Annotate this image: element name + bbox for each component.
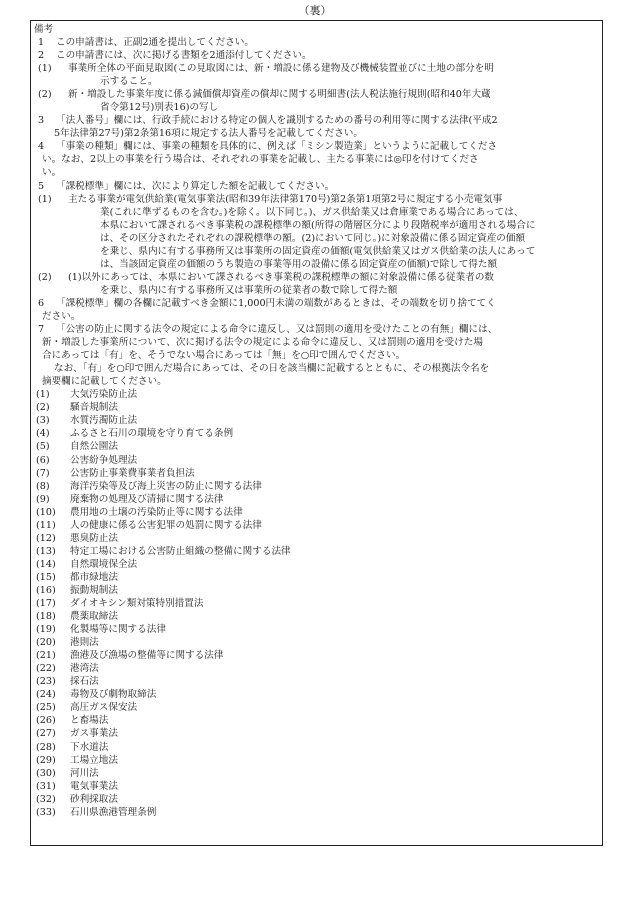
remark-text: ださい。 <box>42 310 81 322</box>
law-number: (19) <box>36 624 56 636</box>
law-number: (30) <box>36 767 56 779</box>
law-item <box>34 714 599 727</box>
law-item <box>34 571 599 584</box>
remark-text: この申請書には、次に掲げる書類を2通添付してください。 <box>56 50 312 62</box>
law-list <box>34 388 599 819</box>
remark-number: 2 <box>37 50 45 62</box>
law-item <box>34 454 599 467</box>
remark-text: なお、「有」を○印で囲んだ場合にあっては、その日を該当欄に記載するとともに、その根拠法令名を <box>54 363 490 375</box>
remark-text: 本県において課されるべき事業税の課税標準の額(所得の階層区分により段階税率が適用される場合に <box>100 219 536 231</box>
law-number: (10) <box>36 506 56 518</box>
remark-paragraphs <box>34 36 599 388</box>
law-item <box>34 467 599 480</box>
law-item <box>34 767 599 780</box>
remark-number: 4 <box>37 141 45 153</box>
law-name: 廃棄物の処理及び清掃に関する法律 <box>70 493 224 505</box>
law-name: 公害紛争処理法 <box>70 454 138 466</box>
remark-text: を乗じ、県内に有する事務所又は事業所の従業者の数で除して得た額 <box>100 284 398 296</box>
remark-number: (2) <box>38 271 52 283</box>
law-number: (24) <box>36 689 56 701</box>
remark-text: (1)以外にあっては、本県において課されるべき事業税の課税標準の額に対象設備に係る従業者の数 <box>68 271 495 283</box>
law-name: 化製場等に関する法律 <box>70 624 166 636</box>
law-item <box>34 649 599 662</box>
remark-line <box>34 297 599 310</box>
law-number: (21) <box>36 650 56 662</box>
law-name: 毒物及び劇物取締法 <box>70 689 157 701</box>
law-item <box>34 701 599 714</box>
remark-line <box>34 62 599 75</box>
law-item <box>34 414 599 427</box>
remark-line <box>34 36 599 49</box>
law-name: 河川法 <box>70 767 99 779</box>
law-item <box>34 662 599 675</box>
law-number: (31) <box>36 780 56 792</box>
remarks-box <box>30 20 603 846</box>
remark-text: 示すること。 <box>100 76 158 88</box>
law-name: 農用地の土壌の汚染防止等に関する法律 <box>70 506 243 518</box>
law-name: 石川県漁港管理条例 <box>70 806 157 818</box>
remark-line <box>34 232 599 245</box>
law-number: (3) <box>36 415 50 427</box>
remark-line <box>34 206 599 219</box>
remark-line <box>34 362 599 375</box>
law-number: (12) <box>36 532 56 544</box>
remark-text: 「課税標準」欄の各欄に記載すべき金額に1,000円未満の端数があるときは、その端数を切り捨ててく <box>56 297 496 309</box>
law-name: ふるさと石川の環境を守り育てる条例 <box>70 428 234 440</box>
law-item <box>34 388 599 401</box>
law-item <box>34 558 599 571</box>
remark-text: 摘要欄に記載してください。 <box>42 376 167 388</box>
law-item <box>34 506 599 519</box>
remark-line <box>34 127 599 140</box>
law-item <box>34 727 599 740</box>
law-item <box>34 780 599 793</box>
law-number: (26) <box>36 715 56 727</box>
law-name: 騒音規制法 <box>70 402 118 414</box>
law-name: 自然環境保全法 <box>70 558 138 570</box>
remark-text: 新・増設した事業所について、次に掲げる法令の規定による命令に違反し、又は罰則の適用を受けた場 <box>42 337 483 349</box>
law-number: (16) <box>36 584 56 596</box>
law-name: 漁港及び漁場の整備等に関する法律 <box>70 650 224 662</box>
law-number: (5) <box>36 441 50 453</box>
remark-text: は、当該固定資産の価額のうち製造の事業等用の設備に係る固定資産の価額)で除して得た額 <box>100 258 498 270</box>
law-number: (15) <box>36 571 56 583</box>
law-number: (8) <box>36 480 50 492</box>
law-name: 農薬取締法 <box>70 611 118 623</box>
law-name: 海洋汚染等及び海上災害の防止に関する法律 <box>70 480 262 492</box>
law-item <box>34 793 599 806</box>
remark-text: は、その区分されたそれぞれの課税標準の額。(2)において同じ。)に対象設備に係る固定資産の価額 <box>100 232 526 244</box>
law-name: 公害防止事業費事業者負担法 <box>70 467 195 479</box>
law-name: と畜場法 <box>70 715 109 727</box>
law-number: (23) <box>36 676 56 688</box>
law-number: (6) <box>36 454 50 466</box>
remark-line <box>34 101 599 114</box>
law-item <box>34 584 599 597</box>
remark-number: (2) <box>38 89 52 101</box>
remark-number: 7 <box>37 324 45 336</box>
remark-line <box>34 310 599 323</box>
remark-line <box>34 75 599 88</box>
remark-line <box>34 284 599 297</box>
law-name: 振動規制法 <box>70 584 118 596</box>
law-number: (20) <box>36 637 56 649</box>
law-number: (9) <box>36 493 50 505</box>
law-number: (13) <box>36 545 56 557</box>
law-number: (27) <box>36 728 56 740</box>
law-number: (22) <box>36 663 56 675</box>
law-name: 自然公園法 <box>70 441 118 453</box>
law-item <box>34 754 599 767</box>
law-item <box>34 610 599 623</box>
law-name: 特定工場における公害防止組織の整備に関する法律 <box>70 545 291 557</box>
remark-line <box>34 166 599 179</box>
law-item <box>34 480 599 493</box>
remark-text: 合にあっては「有」を、そうでない場合にあっては「無」を○印で囲んでください。 <box>42 350 406 362</box>
remark-line <box>34 153 599 166</box>
remark-line <box>34 219 599 232</box>
remark-text: 新・増設した事業年度に係る減価償却資産の償却に関する明細書(法人税法施行規則(昭和40年大蔵 <box>68 89 491 101</box>
remark-line <box>34 114 599 127</box>
law-name: 悪臭防止法 <box>70 532 118 544</box>
law-item <box>34 493 599 506</box>
law-item <box>34 675 599 688</box>
remark-text: い。 <box>42 167 62 179</box>
remark-number: (1) <box>38 63 52 75</box>
law-name: 都市緑地法 <box>70 571 118 583</box>
law-item <box>34 440 599 453</box>
remark-line <box>34 271 599 284</box>
remark-number: (1) <box>38 193 52 205</box>
remark-line <box>34 336 599 349</box>
remark-number: 1 <box>37 37 45 48</box>
law-name: 砂利採取法 <box>70 793 118 805</box>
law-number: (11) <box>36 519 56 531</box>
remark-text: 5年法律第27号)第2条第16項に規定する法人番号を記載してください。 <box>54 128 363 140</box>
law-name: 水質汚濁防止法 <box>70 415 138 427</box>
law-number: (2) <box>36 402 50 414</box>
law-number: (33) <box>36 806 56 818</box>
remark-text: 主たる事業が電気供給業(電気事業法(昭和39年法律第170号)第2条第1項第2号に規定する小売電気事 <box>68 193 503 205</box>
law-number: (18) <box>36 611 56 623</box>
remark-text: 「事業の種類」欄には、事業の種類を具体的に、例えば「ミシン製造業」というように記載してくださ <box>56 141 498 153</box>
law-number: (32) <box>36 793 56 805</box>
law-number: (14) <box>36 558 56 570</box>
law-name: ダイオキシン類対策特別措置法 <box>70 598 204 610</box>
law-name: 工場立地法 <box>70 754 118 766</box>
remark-text: を乗じ、県内に有する事務所又は事業所の固定資産の価額(電気供給業又はガス供給業の法人にあって <box>100 245 536 257</box>
law-number: (1) <box>36 389 50 401</box>
remark-text: 「公害の防止に関する法令の規定による命令に違反し、又は罰則の適用を受けたことの有無」欄には、 <box>56 324 498 336</box>
remark-line <box>34 323 599 336</box>
remark-number: 6 <box>37 297 45 309</box>
remark-line <box>34 49 599 62</box>
law-name: 採石法 <box>70 676 99 688</box>
page-side-label: （裏） <box>298 4 332 17</box>
law-name: 大気汚染防止法 <box>70 389 138 401</box>
law-item <box>34 636 599 649</box>
law-number: (4) <box>36 428 50 440</box>
law-number: (28) <box>36 741 56 753</box>
remark-number: 5 <box>37 180 45 192</box>
law-item <box>34 623 599 636</box>
remark-line <box>34 245 599 258</box>
law-name: 下水道法 <box>70 741 109 753</box>
remark-line <box>34 258 599 271</box>
remark-line <box>34 88 599 101</box>
law-item <box>34 741 599 754</box>
law-item <box>34 545 599 558</box>
law-number: (7) <box>36 467 50 479</box>
law-item <box>34 519 599 532</box>
remarks-heading: 備考 <box>34 24 54 35</box>
remark-text: 省令第12号)別表16)の写し <box>100 102 219 114</box>
remark-line <box>34 193 599 206</box>
remarks-content <box>34 23 599 819</box>
law-number: (29) <box>36 754 56 766</box>
law-number: (25) <box>36 702 56 714</box>
law-item <box>34 806 599 819</box>
remark-line <box>34 375 599 388</box>
law-name: 港湾法 <box>70 663 99 675</box>
remark-text: 「課税標準」欄には、次により算定した額を記載してください。 <box>56 180 335 192</box>
law-name: ガス事業法 <box>70 728 118 740</box>
law-item <box>34 532 599 545</box>
law-name: 電気事業法 <box>70 780 118 792</box>
remark-text: この申請書は、正副2通を提出してください。 <box>56 37 254 48</box>
law-name: 港則法 <box>70 637 99 649</box>
remark-line <box>34 140 599 153</box>
law-item <box>34 427 599 440</box>
law-item <box>34 401 599 414</box>
remark-number: 3 <box>37 115 45 127</box>
law-name: 高圧ガス保安法 <box>70 702 138 714</box>
law-name: 人の健康に係る公害犯罪の処罰に関する法律 <box>70 519 262 531</box>
remark-text: い。なお、2以上の事業を行う場合は、それぞれの事業を記載し、主たる事業には◎印を付けてくださ <box>42 154 479 166</box>
law-item <box>34 688 599 701</box>
remark-text: 「法人番号」欄には、行政手続における特定の個人を識別するための番号の利用等に関する法律(平成2 <box>56 115 498 127</box>
remark-line <box>34 180 599 193</box>
law-number: (17) <box>36 598 56 610</box>
remark-text: 事業所全体の平面見取図(この見取図には、新・増設に係る建物及び機械装置並びに土地の部分を明 <box>68 63 494 75</box>
remark-text: 業(これに準ずるものを含む。)を除く。以下同じ。)、ガス供給業又は倉庫業である場合にあっては、 <box>100 206 524 218</box>
law-item <box>34 597 599 610</box>
remark-line <box>34 349 599 362</box>
